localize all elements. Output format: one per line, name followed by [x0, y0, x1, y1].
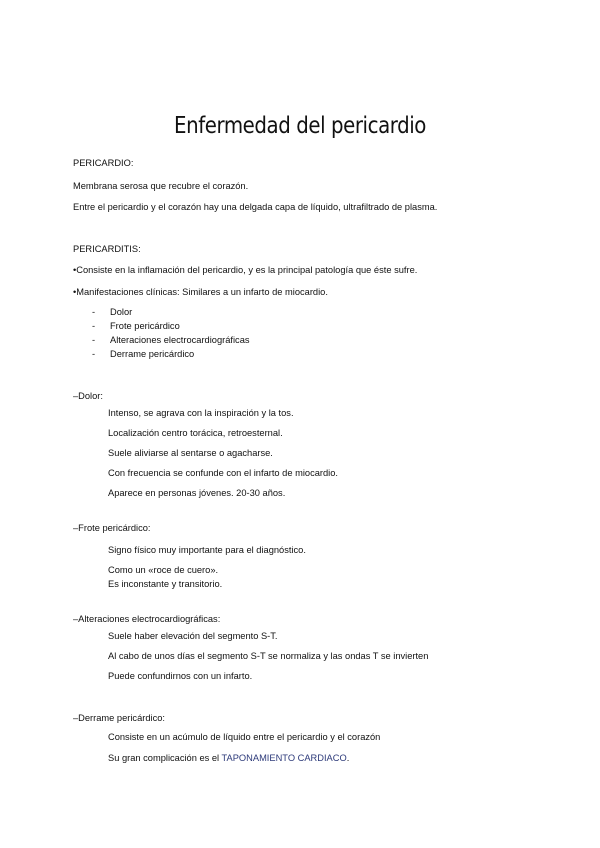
pericardio-line-2: Entre el pericardio y el corazón hay una delgada capa de líquido, ultrafiltrado de plasma. — [73, 202, 438, 212]
list-dash: - — [92, 335, 96, 345]
list-dash: - — [92, 307, 96, 317]
dolor-line: Con frecuencia se confunde con el infarto de miocardio. — [108, 468, 338, 478]
pericarditis-bullet-2: •Manifestaciones clínicas: Similares a un infarto de miocardio. — [73, 287, 328, 297]
alteraciones-line: Suele haber elevación del segmento S-T. — [108, 631, 278, 641]
derrame-line-1: Consiste en un acúmulo de líquido entre el pericardio y el corazón — [108, 732, 381, 742]
frote-line: Es inconstante y transitorio. — [108, 579, 223, 589]
pericarditis-heading: PERICARDITIS: — [73, 244, 141, 254]
pericardio-heading: PERICARDIO: — [73, 158, 134, 168]
derrame-line-2 — [108, 752, 349, 764]
alteraciones-heading: –Alteraciones electrocardiográficas: — [73, 614, 221, 624]
derrame-heading: –Derrame pericárdico: — [73, 713, 165, 723]
dolor-heading: –Dolor: — [73, 391, 103, 401]
list-dash: - — [92, 349, 96, 359]
alteraciones-line: Al cabo de unos días el segmento S-T se normaliza y las ondas T se invierten — [108, 651, 429, 661]
derrame-line-2-prefix: Su gran complicación es el — [108, 753, 222, 763]
page-title: Enfermedad del pericardio — [174, 113, 426, 139]
dolor-line: Suele aliviarse al sentarse o agacharse. — [108, 448, 273, 458]
taponamiento-highlight: TAPONAMIENTO CARDIACO — [221, 753, 347, 763]
pericardio-line-1: Membrana serosa que recubre el corazón. — [73, 181, 249, 191]
manifestacion-item: Alteraciones electrocardiográficas — [110, 335, 250, 345]
manifestacion-item: Frote pericárdico — [110, 321, 180, 331]
frote-line: Signo físico muy importante para el diagnóstico. — [108, 545, 306, 555]
frote-line: Como un «roce de cuero». — [108, 565, 219, 575]
dolor-line: Aparece en personas jóvenes. 20-30 años. — [108, 488, 286, 498]
manifestacion-item: Derrame pericárdico — [110, 349, 195, 359]
dolor-line: Intenso, se agrava con la inspiración y la tos. — [108, 408, 294, 418]
list-dash: - — [92, 321, 96, 331]
pericarditis-bullet-1: •Consiste en la inflamación del pericardio, y es la principal patología que éste sufre. — [73, 265, 418, 275]
derrame-line-2-suffix: . — [346, 753, 350, 763]
manifestacion-item: Dolor — [110, 307, 133, 317]
alteraciones-line: Puede confundirnos con un infarto. — [108, 671, 253, 681]
dolor-line: Localización centro torácica, retroesternal. — [108, 428, 283, 438]
frote-heading: –Frote pericárdico: — [73, 523, 151, 533]
